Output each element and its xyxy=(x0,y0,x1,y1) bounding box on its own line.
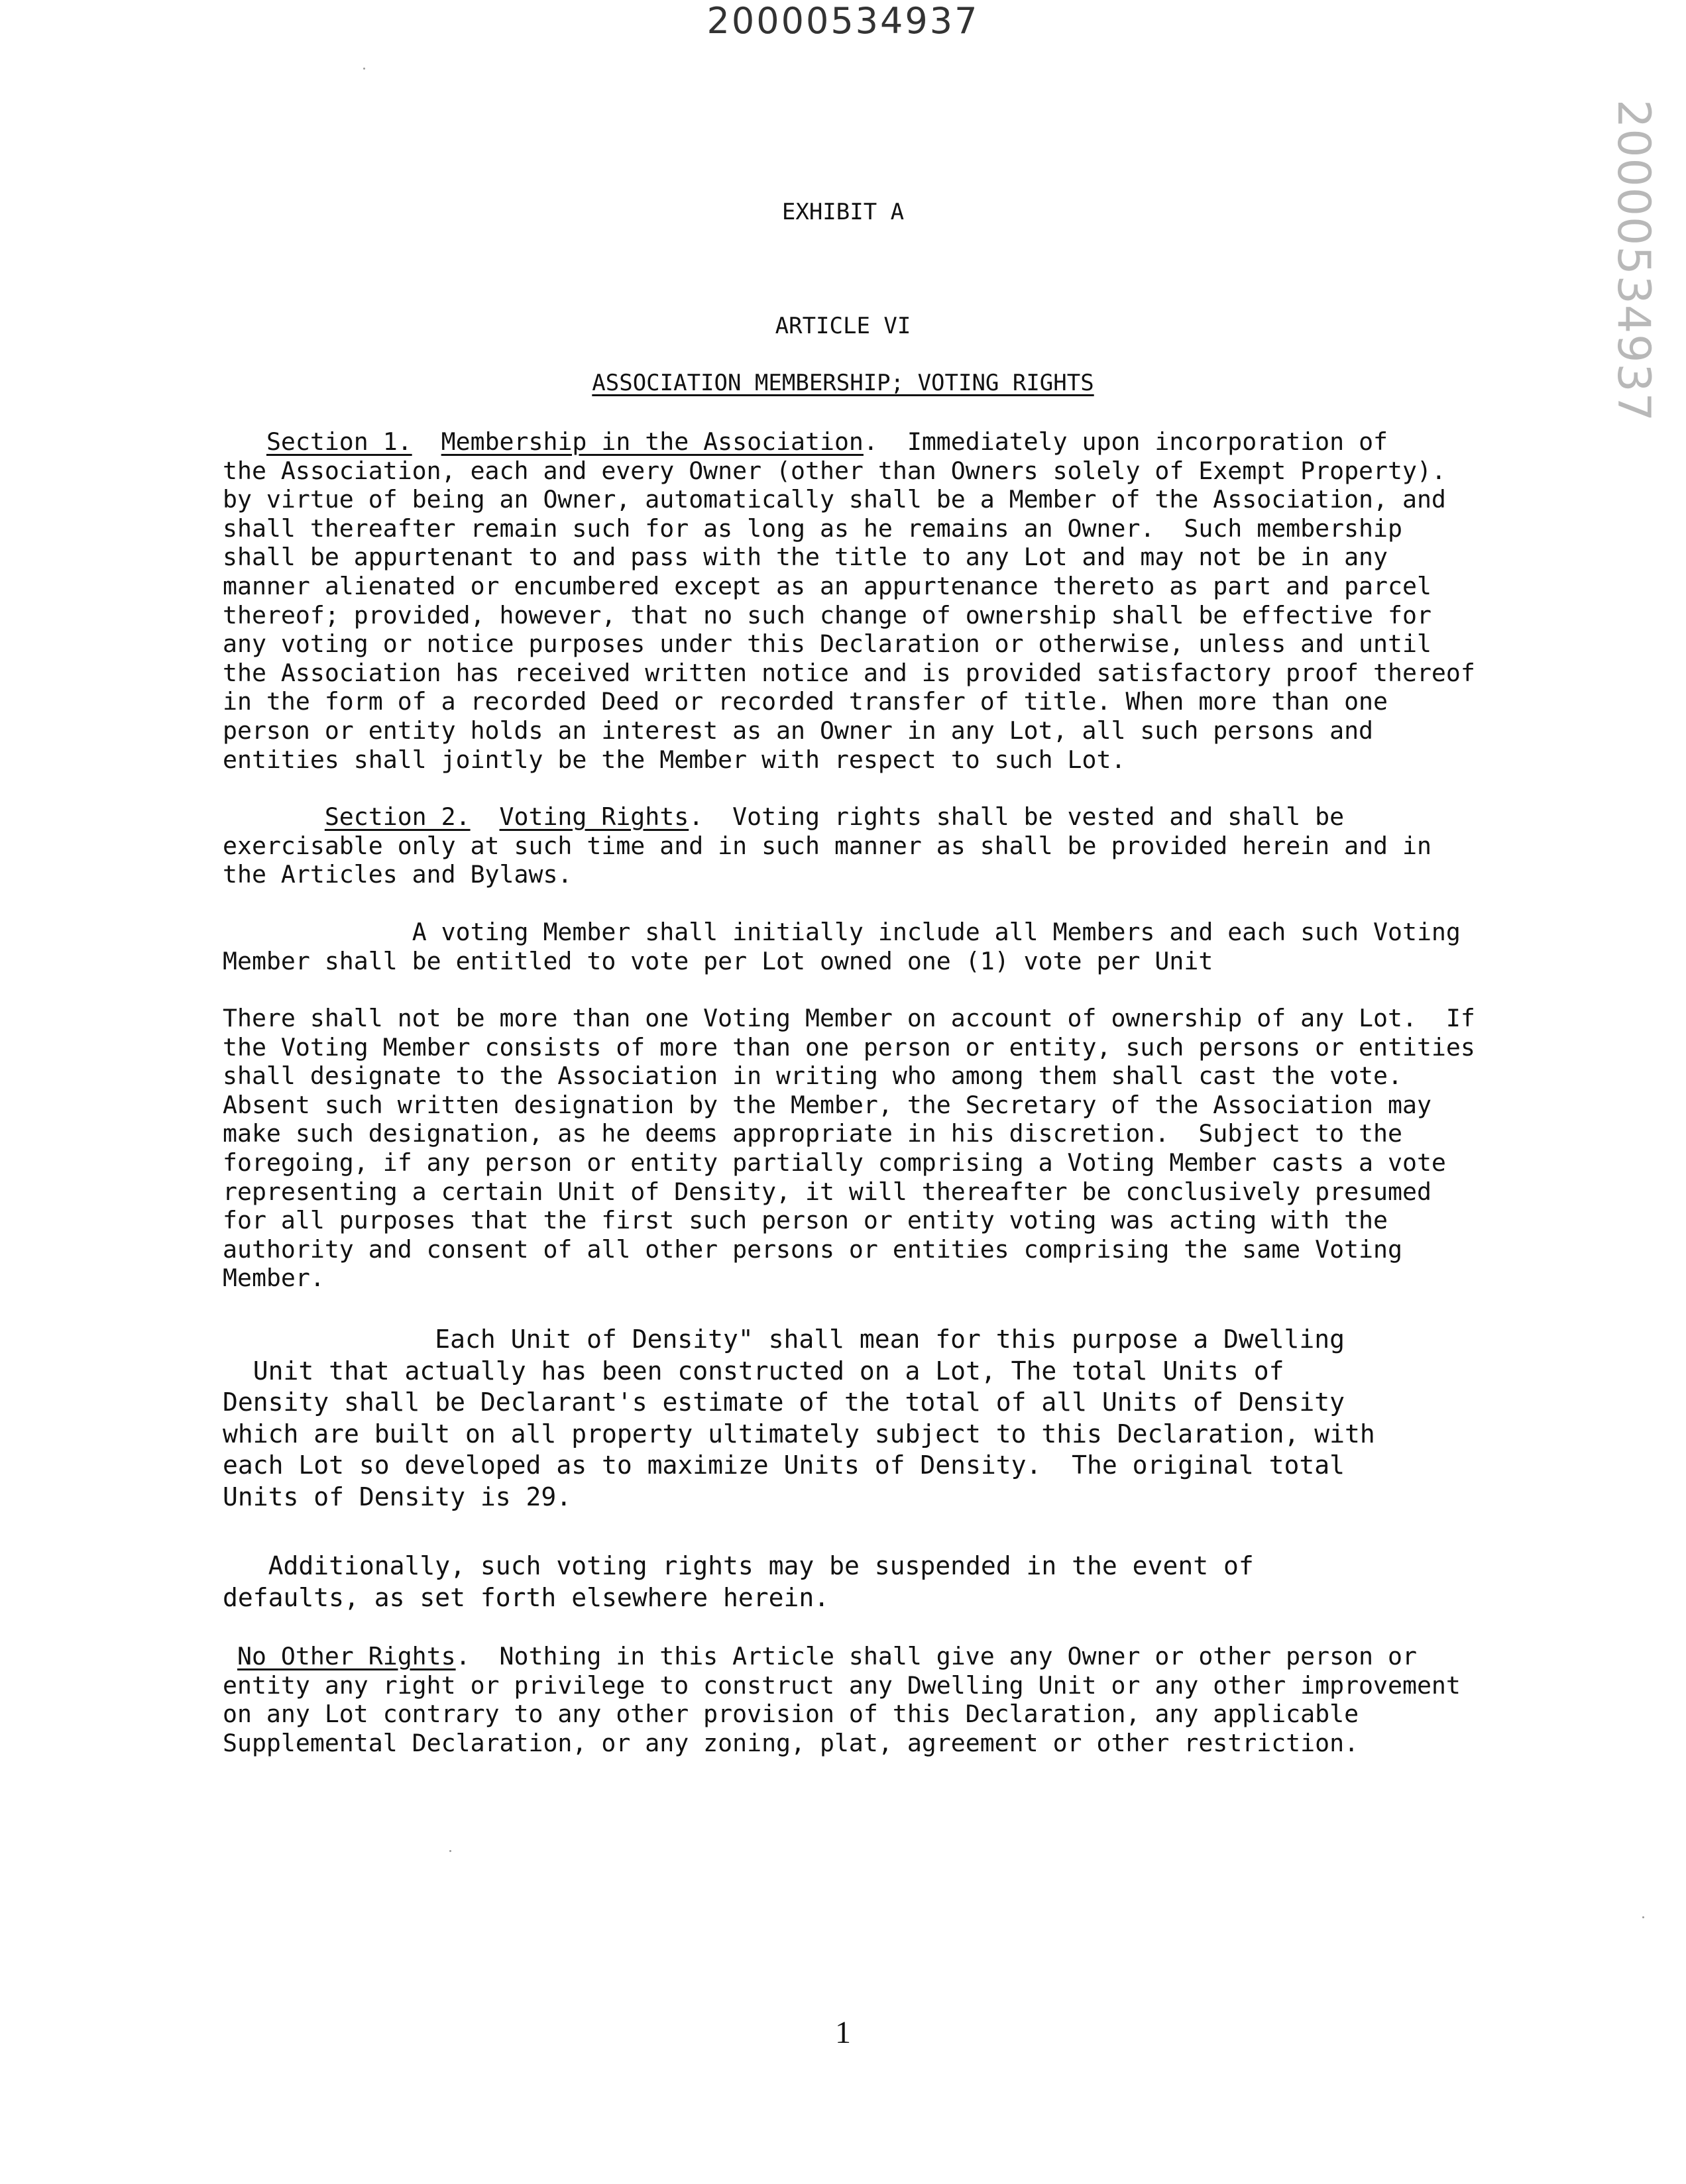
section-2-label: Section 2. xyxy=(324,802,471,831)
scan-speck xyxy=(449,1850,451,1852)
unit-of-density-paragraph: Each Unit of Density" shall mean for this purpose a Dwelling Unit that actually has been constructed on a Lot, The total Units of Density shall be Declarant's estimate of the total of all Units of Density which are built on all property ultimately subject to this Declaration, with each Lot so developed as to maximize Units of Density. The original total Units of Density is 29. xyxy=(223,1325,1375,1511)
no-other-rights-text: . Nothing in this Article shall give any Owner or other person or entity any right or privilege to construct any Dwelling Unit or any other improvement on any Lot contrary to any other provision of this Declaration, any applicable Supplemental Declaration, or any zoning, plat, agreement or other restriction. xyxy=(223,1642,1461,1757)
section-1-paragraph xyxy=(223,427,1508,774)
section-2-paragraph xyxy=(223,802,1508,889)
section-2-title: Voting Rights xyxy=(499,802,689,831)
scan-speck xyxy=(1642,1916,1644,1918)
section-2-text: . Voting rights shall be vested and shall be exercisable only at such time and in such manner as shall be provided herein and in the Articles and Bylaws. xyxy=(223,802,1432,889)
voting-member-paragraph: A voting Member shall initially include all Members and each such Voting Member shall be entitled to vote per Lot owned one (1) vote per Unit xyxy=(223,918,1461,975)
article-title: ASSOCIATION MEMBERSHIP; VOTING RIGHTS xyxy=(592,370,1094,396)
article-heading: ARTICLE VI xyxy=(775,313,911,339)
no-other-rights-title: No Other Rights xyxy=(237,1642,456,1670)
exhibit-heading: EXHIBIT A xyxy=(781,199,905,225)
one-voting-member-paragraph: There shall not be more than one Voting Member on account of ownership of any Lot. If the Voting Member consists of more than one person or entity, such persons or entities shall designate to the Association in writing who among them shall cast the vote. Absent such written designation by the Member, the Secretary of the Association may make such designation, as he deems appropriate in his discretion. Subject to the foregoing, if any person or entity partially comprising a Voting Member casts a vote representing a certain Unit of Density, it will thereafter be conclusively presumed for all purposes that the first such person or entity voting was acting with the authority and consent of all other persons or entities comprising the same Voting Member. xyxy=(223,1004,1475,1293)
document-number: 20000534937 xyxy=(706,0,980,42)
section-1-text: . Immediately upon incorporation of the Association, each and every Owner (other than Owners solely of Exempt Property). by virtue of being an Owner, automatically shall be a Member of the Association, and shall thereafter remain such for as long as he remains an Owner. Such membership shall be appurtenant to and pass with the title to any Lot and may not be in any manner alienated or encumbered except as an appurtenance thereto as part and parcel thereof; provided, however, that no such change of ownership shall be effective for any voting or notice purposes under this Declaration or otherwise, unless and until the Association has received written notice and is provided satisfactory proof thereof in the form of a recorded Deed or recorded transfer of title. When more than one person or entity holds an interest as an Owner in any Lot, all such persons and entities shall jointly be the Member with respect to such Lot. xyxy=(223,427,1475,774)
no-other-rights-paragraph xyxy=(223,1642,1508,1757)
additional-suspension-paragraph: Additionally, such voting rights may be suspended in the event of defaults, as set forth elsewhere herein. xyxy=(223,1551,1254,1612)
page-number: 1 xyxy=(835,2015,851,2050)
scan-speck xyxy=(363,68,365,70)
section-1-title: Membership in the Association xyxy=(441,427,864,456)
side-stamp: 20000534937 xyxy=(1607,99,1659,422)
section-1-label: Section 1. xyxy=(266,427,412,456)
